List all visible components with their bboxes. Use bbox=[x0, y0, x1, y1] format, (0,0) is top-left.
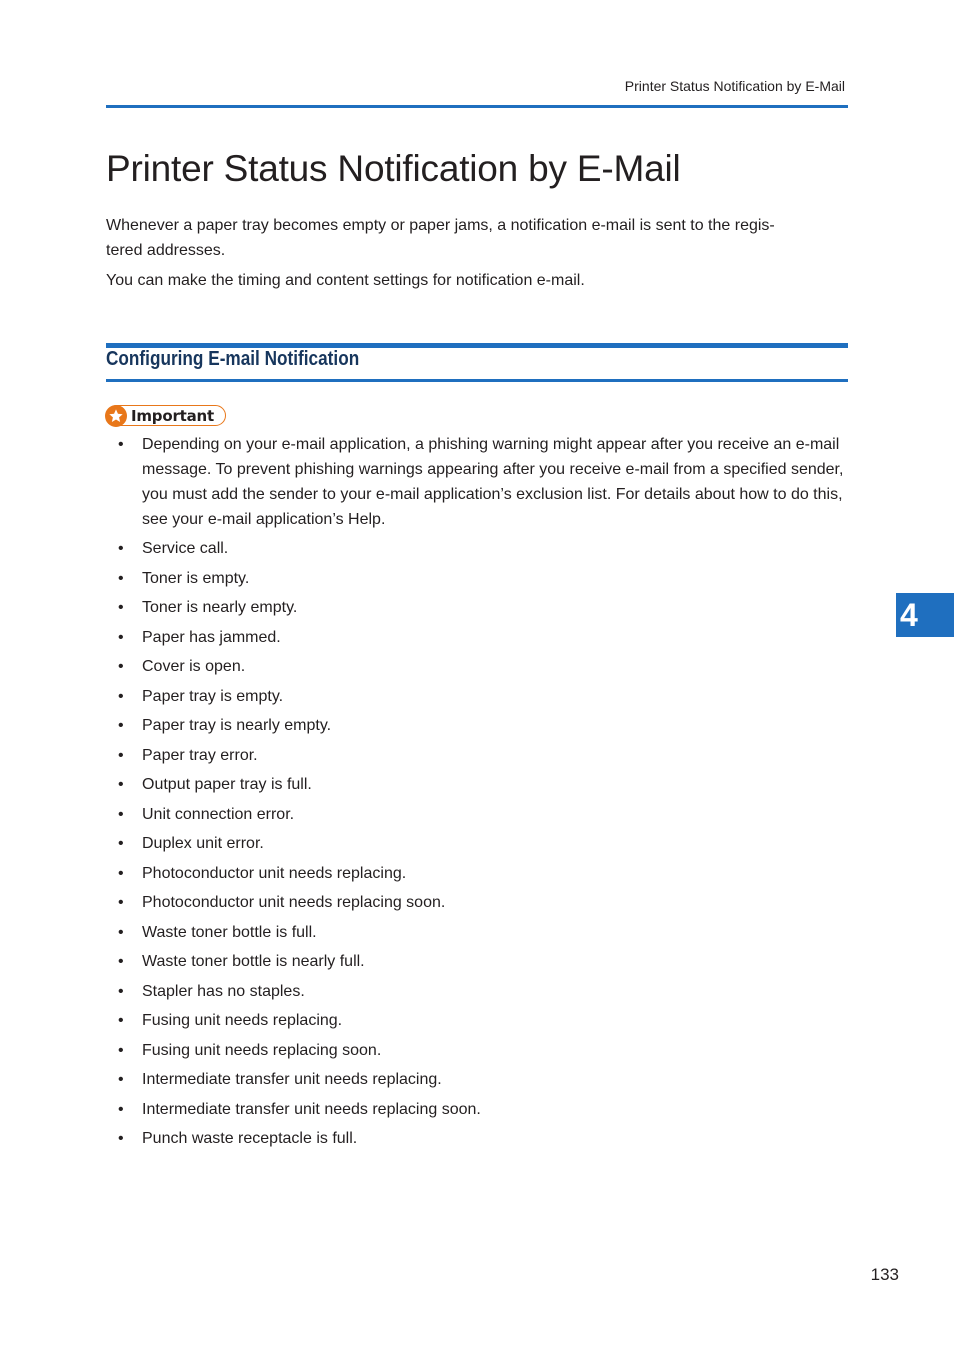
list-item bbox=[118, 802, 850, 832]
list-item bbox=[118, 831, 850, 861]
bullet: • bbox=[118, 864, 124, 882]
list-item-text: Toner is nearly empty. bbox=[142, 599, 298, 616]
notification-list bbox=[118, 432, 850, 1156]
list-item-text: Photoconductor unit needs replacing soon. bbox=[142, 894, 446, 911]
bullet: • bbox=[118, 658, 124, 675]
phishing-note: Depending on your e-mail application, a phishing warning might appear after you receive an e-mail message. To prevent phishing warnings appearing after you receive e-mail from a specified sender, you must add the sender to your e-mail application’s exclusion list. For details about how to do this, see your e-mail application’s Help. bbox=[142, 436, 844, 528]
section-rule-bottom bbox=[106, 379, 848, 382]
bullet: • bbox=[118, 835, 124, 852]
list-item-text: Paper tray is nearly empty. bbox=[142, 717, 332, 734]
intro-paragraph-1: Whenever a paper tray becomes empty or paper jams, a notification e-mail is sent to the regis-tered addresses. bbox=[106, 217, 775, 259]
bullet: • bbox=[118, 1071, 124, 1088]
bullet: • bbox=[118, 569, 124, 587]
list-item bbox=[118, 536, 850, 566]
list-item bbox=[118, 1097, 850, 1127]
list-item bbox=[118, 566, 850, 596]
list-item bbox=[118, 949, 850, 979]
important-badge bbox=[106, 405, 226, 426]
list-item-text: Punch waste receptacle is full. bbox=[142, 1130, 358, 1147]
bullet: • bbox=[118, 628, 124, 646]
bullet: • bbox=[118, 1130, 124, 1147]
bullet: • bbox=[118, 436, 124, 453]
list-item bbox=[118, 684, 850, 714]
list-item bbox=[118, 625, 850, 655]
bullet: • bbox=[118, 982, 124, 1000]
list-item-text: Toner is empty. bbox=[142, 569, 250, 587]
list-item bbox=[118, 861, 850, 891]
bullet: • bbox=[118, 776, 124, 793]
page-title: Printer Status Notification by E-Mail bbox=[106, 148, 681, 189]
section-title: Configuring E-mail Notification bbox=[106, 348, 360, 370]
list-item bbox=[118, 772, 850, 802]
list-item bbox=[118, 1126, 850, 1156]
chapter-tab: 4 bbox=[896, 593, 954, 637]
star-icon-shape bbox=[108, 408, 124, 424]
bullet: • bbox=[118, 1100, 124, 1118]
list-item-text: Fusing unit needs replacing soon. bbox=[142, 1041, 382, 1059]
important-label: Important bbox=[131, 406, 214, 425]
bullet: • bbox=[118, 746, 124, 764]
list-item-text: Waste toner bottle is full. bbox=[142, 923, 317, 941]
running-header: Printer Status Notification by E-Mail bbox=[624, 78, 845, 94]
list-item-text: Paper has jammed. bbox=[142, 628, 281, 646]
list-item-text: Service call. bbox=[142, 540, 229, 557]
bullet: • bbox=[118, 540, 124, 557]
list-item bbox=[118, 1067, 850, 1097]
bullet: • bbox=[118, 1012, 124, 1029]
bullet: • bbox=[118, 953, 124, 970]
list-item-text: Stapler has no staples. bbox=[142, 982, 305, 1000]
list-item-text: Paper tray is empty. bbox=[142, 687, 284, 705]
list-item-text: Waste toner bottle is nearly full. bbox=[142, 953, 365, 970]
list-item-text: Duplex unit error. bbox=[142, 835, 264, 852]
bullet: • bbox=[118, 1041, 124, 1059]
list-item bbox=[118, 979, 850, 1009]
list-item-text: Intermediate transfer unit needs replacing soon. bbox=[142, 1100, 481, 1118]
header-rule bbox=[106, 105, 848, 108]
bullet: • bbox=[118, 599, 124, 616]
list-item-text: Fusing unit needs replacing. bbox=[142, 1012, 343, 1029]
list-item bbox=[118, 713, 850, 743]
list-item-text: Photoconductor unit needs replacing. bbox=[142, 864, 407, 882]
list-item-text: Paper tray error. bbox=[142, 746, 258, 764]
list-item-text: Unit connection error. bbox=[142, 805, 295, 823]
bullet: • bbox=[118, 923, 124, 941]
star-icon bbox=[105, 405, 127, 427]
bullet: • bbox=[118, 805, 124, 823]
page-number: 133 bbox=[870, 1265, 899, 1284]
list-item bbox=[118, 920, 850, 950]
list-item-note bbox=[118, 432, 850, 532]
list-item bbox=[118, 743, 850, 773]
list-item bbox=[118, 1038, 850, 1068]
list-item bbox=[118, 654, 850, 684]
bullet: • bbox=[118, 717, 124, 734]
bullet: • bbox=[118, 894, 124, 911]
list-item-text: Output paper tray is full. bbox=[142, 776, 312, 793]
list-item-text: Cover is open. bbox=[142, 658, 246, 675]
list-item bbox=[118, 595, 850, 625]
intro-paragraph-2: You can make the timing and content settings for notification e-mail. bbox=[106, 272, 585, 289]
list-item bbox=[118, 1008, 850, 1038]
list-item bbox=[118, 890, 850, 920]
bullet: • bbox=[118, 687, 124, 705]
list-item-text: Intermediate transfer unit needs replacing. bbox=[142, 1071, 442, 1088]
